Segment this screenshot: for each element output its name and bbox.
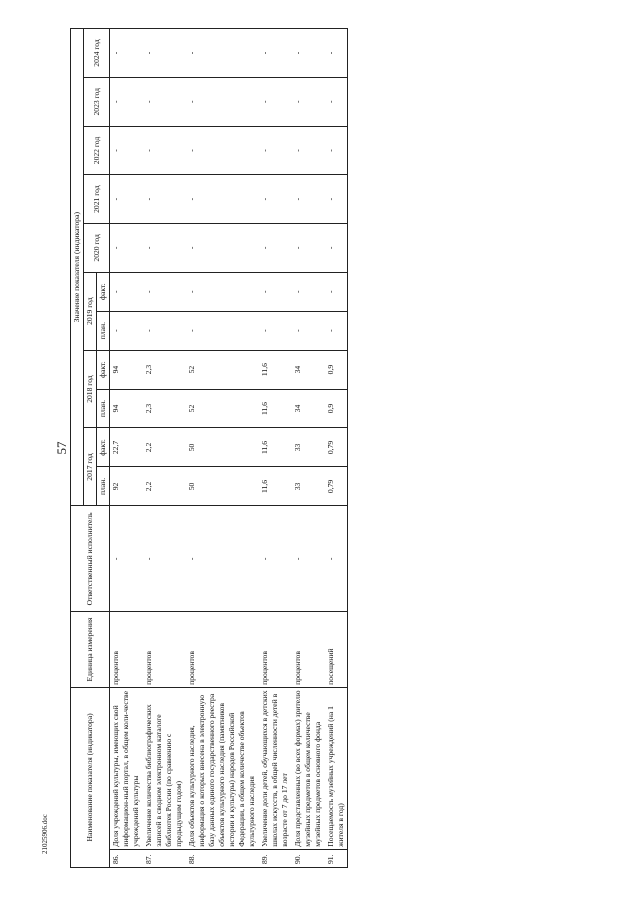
responsible-cell: - [292,506,325,612]
fact-2019-cell: - [143,272,186,311]
plan-2017-cell: 50 [186,467,259,506]
value-2024-cell: - [259,29,292,78]
plan-2018-cell: 94 [110,389,143,428]
responsible-cell: - [143,506,186,612]
header-year-2024: 2024 год [84,29,110,78]
indicator-name: Увеличение количества библиографических записей в сводном электронном каталоге библиотек России (по сравнению с предыдущим годом) [143,687,186,849]
header-year-2019: 2019 год [84,272,97,350]
table-row [292,29,325,868]
unit-cell: процентов [292,612,325,687]
value-2021-cell: - [186,175,259,224]
value-2022-cell: - [259,126,292,175]
header-year-2018: 2018 год [84,350,97,428]
table-row [110,29,143,868]
indicator-name: Увеличение доли детей, обучающихся в детских школах искусств, в общей численности детей в возрасте от 7 до 17 лет [259,687,292,849]
plan-2019-cell: - [325,311,348,350]
plan-2018-cell: 0,9 [325,389,348,428]
indicator-name: Посещаемость музейных учреждений (на 1 жителя в год) [325,687,348,849]
plan-2018-cell: 52 [186,389,259,428]
header-year-2022: 2022 год [84,126,110,175]
header-fact-2018: факт. [97,350,110,389]
footer-filename: 21025906.doc [41,814,49,854]
header-fact-2019: факт. [97,272,110,311]
value-2024-cell: - [325,29,348,78]
value-2020-cell: - [325,224,348,273]
value-2021-cell: - [110,175,143,224]
row-number: 88. [186,849,259,867]
value-2020-cell: - [143,224,186,273]
fact-2019-cell: - [259,272,292,311]
responsible-cell: - [186,506,259,612]
value-2020-cell: - [110,224,143,273]
fact-2018-cell: 2,3 [143,350,186,389]
fact-2019-cell: - [292,272,325,311]
header-values-group: Значение показателя (индикатора) [71,29,84,506]
plan-2019-cell: - [143,311,186,350]
header-responsible: Ответственный исполнитель [71,506,110,612]
unit-cell: процентов [143,612,186,687]
value-2022-cell: - [110,126,143,175]
row-number: 90. [292,849,325,867]
fact-2019-cell: - [186,272,259,311]
value-2024-cell: - [110,29,143,78]
fact-2018-cell: 94 [110,350,143,389]
plan-2017-cell: 0,79 [325,467,348,506]
value-2023-cell: - [325,77,348,126]
plan-2019-cell: - [292,311,325,350]
table-row [143,29,186,868]
plan-2018-cell: 11,6 [259,389,292,428]
header-plan-2018: план. [97,389,110,428]
indicators-table [70,28,348,868]
header-year-2020: 2020 год [84,224,110,273]
fact-2017-cell: 11,6 [259,428,292,467]
indicator-name: Доля объектов культурного наследия, информация о которых внесена в электронную базу данных единого государственного реестра объектов культурного наследия (памятников истории и культуры) народов Российской Федерации, в общем количестве объектов культурного наследия [186,687,259,849]
value-2021-cell: - [259,175,292,224]
value-2022-cell: - [143,126,186,175]
value-2024-cell: - [143,29,186,78]
rotated-table-container [70,28,612,868]
table-row [186,29,259,868]
header-unit: Единица измерения [71,612,110,687]
value-2023-cell: - [143,77,186,126]
fact-2017-cell: 0,79 [325,428,348,467]
header-year-2023: 2023 год [84,77,110,126]
row-number: 91. [325,849,348,867]
unit-cell: процентов [110,612,143,687]
plan-2017-cell: 11,6 [259,467,292,506]
plan-2017-cell: 33 [292,467,325,506]
responsible-cell: - [110,506,143,612]
value-2023-cell: - [110,77,143,126]
unit-cell: процентов [186,612,259,687]
plan-2017-cell: 2,2 [143,467,186,506]
page-number: 57 [54,441,69,455]
fact-2017-cell: 33 [292,428,325,467]
header-name: Наименование показателя (индикатора) [71,687,110,867]
header-plan-2019: план. [97,311,110,350]
row-number: 89. [259,849,292,867]
fact-2018-cell: 52 [186,350,259,389]
plan-2017-cell: 92 [110,467,143,506]
table-header [71,29,110,868]
unit-cell: посещений [325,612,348,687]
fact-2018-cell: 11,6 [259,350,292,389]
indicator-name: Доля представленных (во всех формах) зрителю музейных предметов в общем количестве музейных предметов основного фонда [292,687,325,849]
fact-2019-cell: - [325,272,348,311]
value-2020-cell: - [292,224,325,273]
table-row [259,29,292,868]
unit-cell: процентов [259,612,292,687]
header-fact-2017: факт. [97,428,110,467]
plan-2018-cell: 34 [292,389,325,428]
row-number: 87. [143,849,186,867]
row-number: 86. [110,849,143,867]
value-2020-cell: - [186,224,259,273]
value-2020-cell: - [259,224,292,273]
value-2021-cell: - [325,175,348,224]
fact-2017-cell: 22,7 [110,428,143,467]
header-year-2021: 2021 год [84,175,110,224]
header-plan-2017: план. [97,467,110,506]
value-2021-cell: - [292,175,325,224]
plan-2019-cell: - [259,311,292,350]
fact-2017-cell: 2,2 [143,428,186,467]
header-year-2017: 2017 год [84,428,97,506]
responsible-cell: - [325,506,348,612]
plan-2019-cell: - [186,311,259,350]
value-2022-cell: - [325,126,348,175]
value-2022-cell: - [186,126,259,175]
table-body [110,29,348,868]
fact-2018-cell: 34 [292,350,325,389]
value-2023-cell: - [292,77,325,126]
value-2024-cell: - [292,29,325,78]
fact-2019-cell: - [110,272,143,311]
value-2022-cell: - [292,126,325,175]
indicator-name: Доля учреждений культуры, имеющих свой информацион-ный портал, в общем коли-честве учреждений культуры [110,687,143,849]
table-row [325,29,348,868]
fact-2017-cell: 50 [186,428,259,467]
value-2024-cell: - [186,29,259,78]
plan-2018-cell: 2,3 [143,389,186,428]
value-2021-cell: - [143,175,186,224]
responsible-cell: - [259,506,292,612]
fact-2018-cell: 0,9 [325,350,348,389]
value-2023-cell: - [186,77,259,126]
value-2023-cell: - [259,77,292,126]
plan-2019-cell: - [110,311,143,350]
